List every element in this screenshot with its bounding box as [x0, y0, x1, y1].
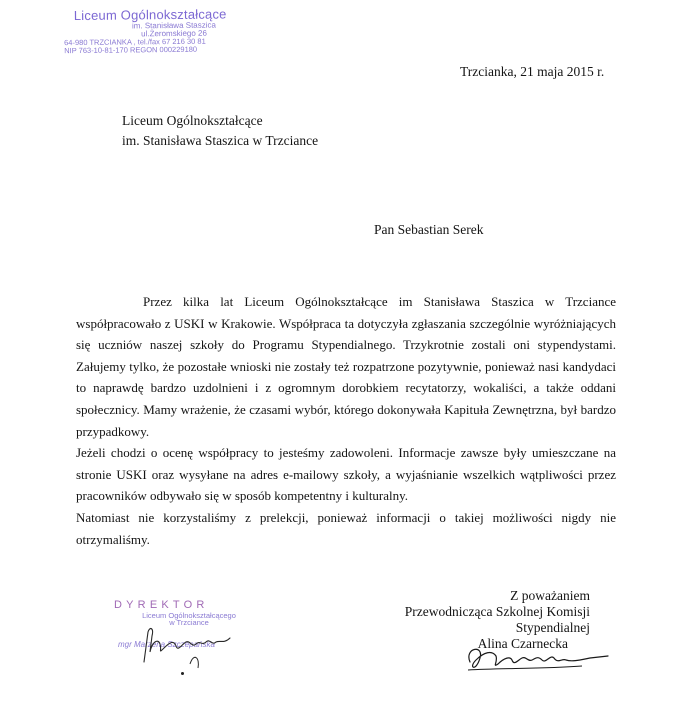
closing-greeting: Z poważaniem — [510, 588, 590, 603]
director-stamp-title: DYREKTOR — [114, 599, 209, 611]
stamp-street: ul.Żeromskiego 26 — [141, 28, 207, 39]
sender-line-1: Liceum Ogólnokształcące — [122, 113, 263, 128]
school-header-stamp — [64, 6, 274, 56]
body-paragraph-2: Jeżeli chodzi o ocenę współpracy to jesteśmy zadowoleni. Informacje zawsze były umieszczane na stronie USKI oraz wysyłane na adres e-mailowy szkoły, a wyjaśnianie wszelkich wątpliwości przez pracowników odbywało się w sposób kompetentny i kulturalny. — [76, 445, 616, 504]
letter-body — [76, 291, 616, 550]
ink-dot — [181, 672, 184, 675]
addressee: Pan Sebastian Serek — [374, 222, 484, 237]
closing-position: Przewodnicząca Szkolnej Komisji Stypendialnej — [404, 604, 590, 635]
director-stamp-city: w Trzciance — [169, 618, 209, 628]
director-stamp-school: Liceum Ogólnokształcącego — [142, 610, 236, 620]
stamp-patron: im. Stanisława Staszica — [131, 20, 216, 31]
director-stamp-name: mgr Marzena Szczepańska — [118, 640, 215, 650]
letter-date: Trzcianka, 21 maja 2015 r. — [460, 64, 605, 79]
director-signature — [138, 612, 248, 672]
stamp-city-phone: 64-980 TRZCIANKA , tel./fax 67 216 30 81 — [64, 37, 206, 48]
signature-czarnecka — [462, 638, 612, 678]
closing-name: Alina Czarnecka — [477, 636, 568, 651]
sender-block — [122, 111, 318, 151]
sender-line-2: im. Stanisława Staszica w Trzciance — [122, 133, 319, 148]
body-paragraph-1: Przez kilka lat Liceum Ogólnokształcące im Stanisława Staszica w Trzciance współpracowało z USKI w Krakowie. Współpraca ta dotyczyła zgłaszania szczególnie wyróżniających się uczniów naszej szkoły do Programu Stypendialnego. Trzykrotnie zostali oni stypendystami. Załujemy tylko, że pozostałe wnioski nie zostały też rozpatrzone pozytywnie, ponieważ nasi kandydaci to naprawdę bardzo uzdolnieni i z ogromnym dorobkiem recytatorzy, wokaliści, a także oddani społecznicy. Mamy wrażenie, że czasami wybór, którego dokonywała Kapituła Zewnętrzna, był bardzo przypadkowy. — [76, 294, 616, 439]
stamp-nip-regon: NIP 763-10-81-170 REGON 000229180 — [64, 45, 198, 56]
body-paragraph-3: Natomiast nie korzystaliśmy z prelekcji, ponieważ informacji o takiej możliwości nigdy nie otrzymaliśmy. — [76, 509, 616, 547]
stamp-school-name: Liceum Ogólnokształcące — [73, 6, 227, 24]
